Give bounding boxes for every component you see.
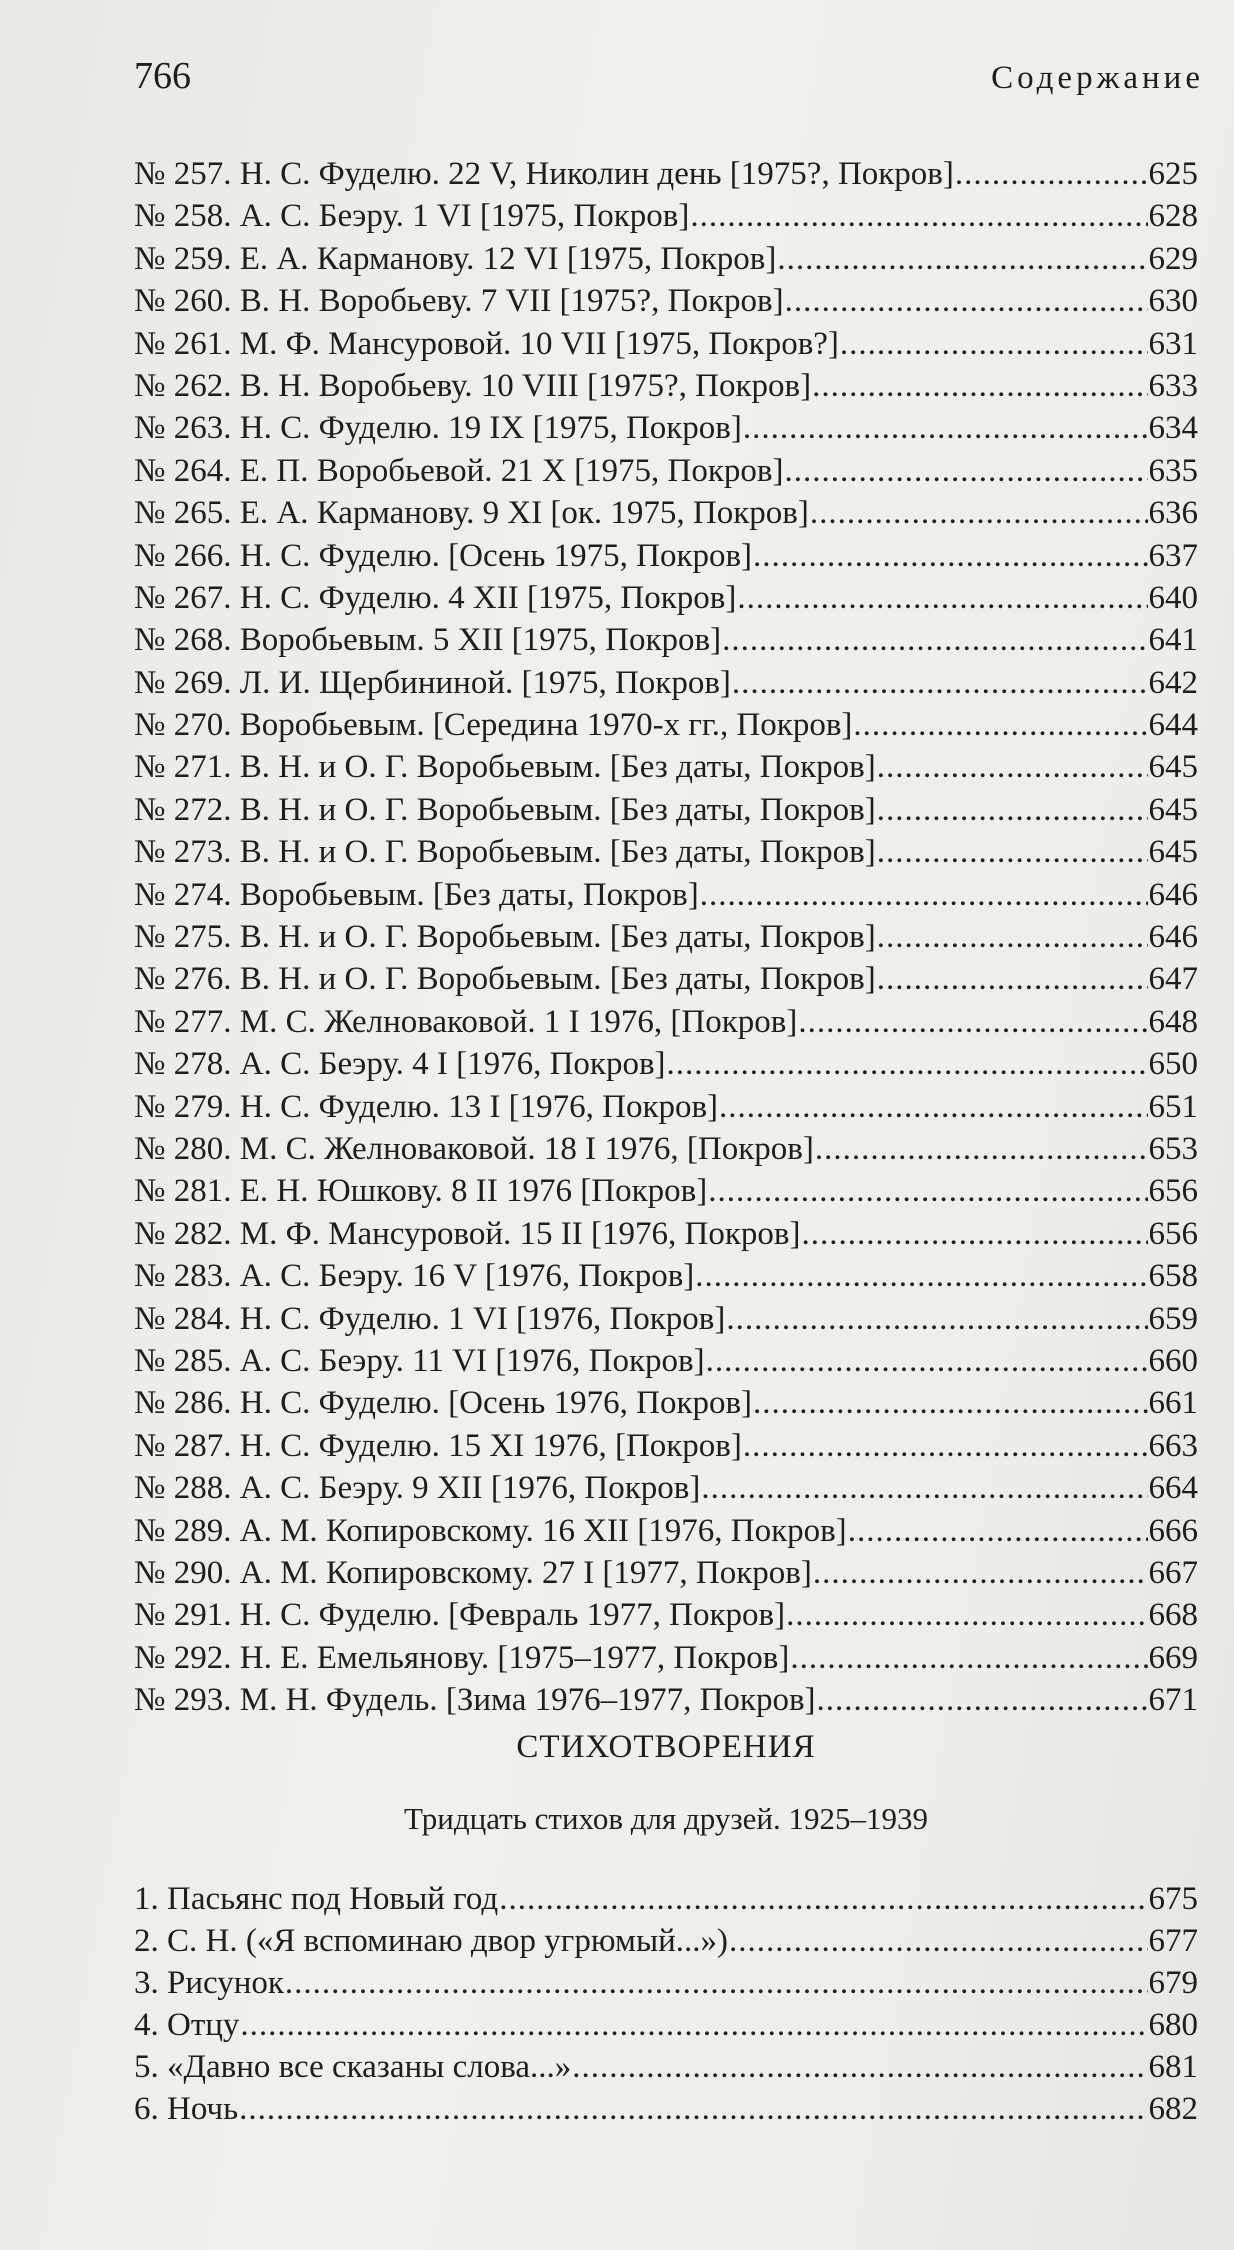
entry-title: № 262. В. Н. Воробьеву. 10 VIII [1975?, Покров] (134, 367, 812, 404)
toc-entry (134, 1920, 1198, 1962)
toc-entry (134, 1340, 1198, 1382)
entry-page-number: 651 (1148, 1088, 1198, 1125)
dot-leader (732, 662, 1148, 704)
dot-leader (667, 1043, 1148, 1085)
dot-leader (285, 1962, 1148, 2004)
toc-entry (134, 1962, 1198, 2004)
toc-entry (134, 153, 1198, 195)
entry-title: № 274. Воробьевым. [Без даты, Покров] (134, 876, 699, 913)
toc-entry (134, 577, 1198, 619)
entry-page-number: 661 (1148, 1385, 1198, 1422)
dot-leader (722, 619, 1147, 661)
dot-leader (743, 407, 1148, 449)
toc-entry (134, 662, 1198, 704)
dot-leader (708, 1170, 1147, 1212)
dot-leader (737, 577, 1147, 619)
toc-entry (134, 1255, 1198, 1297)
dot-leader (798, 1001, 1147, 1043)
entry-page-number: 679 (1148, 1965, 1198, 2001)
dot-leader (840, 323, 1148, 365)
entry-page-number: 656 (1148, 1215, 1198, 1252)
entry-page-number: 645 (1148, 749, 1198, 786)
dot-leader (499, 1878, 1147, 1920)
entry-title: № 264. Е. П. Воробьевой. 21 X [1975, Покров] (134, 452, 784, 489)
toc-entry (134, 1552, 1198, 1594)
toc-entry (134, 1679, 1198, 1721)
entry-page-number: 648 (1148, 1003, 1198, 1040)
entry-title: № 275. В. Н. и О. Г. Воробьевым. [Без даты, Покров] (134, 919, 876, 956)
entry-page-number: 677 (1148, 1923, 1198, 1959)
toc-entry (134, 407, 1198, 449)
entry-page-number: 653 (1148, 1130, 1198, 1167)
entry-title: 3. Рисунок (134, 1965, 284, 2001)
running-head (134, 48, 1204, 104)
dot-leader (753, 1382, 1147, 1424)
letters-toc-list (134, 153, 1198, 1721)
toc-entry (134, 2046, 1198, 2088)
toc-entry (134, 1382, 1198, 1424)
entry-page-number: 631 (1148, 325, 1198, 362)
toc-entry (134, 831, 1198, 873)
entry-page-number: 640 (1148, 579, 1198, 616)
dot-leader (777, 238, 1147, 280)
dot-leader (786, 1594, 1147, 1636)
entry-page-number: 664 (1148, 1470, 1198, 1507)
entry-page-number: 681 (1148, 2049, 1198, 2085)
dot-leader (785, 280, 1148, 322)
dot-leader (706, 1340, 1148, 1382)
page-number: 766 (134, 55, 191, 97)
entry-page-number: 635 (1148, 452, 1198, 489)
dot-leader (877, 916, 1148, 958)
toc-entry (134, 535, 1198, 577)
entry-title: № 281. Е. Н. Юшкову. 8 II 1976 [Покров] (134, 1173, 708, 1210)
entry-title: № 277. М. С. Желноваковой. 1 I 1976, [Покров] (134, 1003, 798, 1040)
entry-page-number: 659 (1148, 1300, 1198, 1337)
entry-title: № 258. А. С. Беэру. 1 VI [1975, Покров] (134, 198, 690, 235)
toc-entry (134, 238, 1198, 280)
entry-title: № 273. В. Н. и О. Г. Воробьевым. [Без даты, Покров] (134, 834, 876, 871)
dot-leader (701, 1467, 1147, 1509)
dot-leader (877, 746, 1148, 788)
dot-leader (729, 1920, 1147, 1962)
dot-leader (790, 1637, 1147, 1679)
toc-entry (134, 2004, 1198, 2046)
subsection-heading: Тридцать стихов для друзей. 1925–1939 (404, 1801, 928, 1836)
entry-title: № 282. М. Ф. Мансуровой. 15 II [1976, Покров] (134, 1215, 801, 1252)
entry-title: № 260. В. Н. Воробьеву. 7 VII [1975?, Покров] (134, 283, 784, 320)
toc-entry (134, 1128, 1198, 1170)
entry-page-number: 625 (1148, 156, 1198, 192)
dot-leader (812, 365, 1147, 407)
dot-leader (785, 450, 1148, 492)
entry-title: № 271. В. Н. и О. Г. Воробьевым. [Без даты, Покров] (134, 749, 876, 786)
toc-entry (134, 323, 1198, 365)
toc-entry (134, 450, 1198, 492)
entry-page-number: 658 (1148, 1258, 1198, 1295)
dot-leader (700, 874, 1148, 916)
entry-title: 5. «Давно все сказаны слова...» (134, 2049, 572, 2085)
entry-page-number: 668 (1148, 1597, 1198, 1634)
entry-title: № 290. А. М. Копировскому. 27 I [1977, Покров] (134, 1554, 812, 1591)
toc-entry (134, 492, 1198, 534)
entry-title: № 276. В. Н. и О. Г. Воробьевым. [Без даты, Покров] (134, 961, 876, 998)
entry-page-number: 630 (1148, 283, 1198, 320)
dot-leader (955, 153, 1148, 195)
entry-page-number: 646 (1148, 876, 1198, 913)
entry-page-number: 669 (1148, 1639, 1198, 1676)
entry-title: № 267. Н. С. Фуделю. 4 XII [1975, Покров] (134, 579, 737, 616)
dot-leader (877, 789, 1148, 831)
entry-page-number: 636 (1148, 495, 1198, 532)
toc-entry (134, 746, 1198, 788)
entry-page-number: 645 (1148, 834, 1198, 871)
entry-page-number: 663 (1148, 1427, 1198, 1464)
toc-entry (134, 1086, 1198, 1128)
toc-entry (134, 1878, 1198, 1920)
toc-entry (134, 1594, 1198, 1636)
dot-leader (815, 1128, 1148, 1170)
toc-entry (134, 1510, 1198, 1552)
entry-title: № 286. Н. С. Фуделю. [Осень 1976, Покров] (134, 1385, 753, 1422)
dot-leader (877, 831, 1148, 873)
entry-title: № 293. М. Н. Фудель. [Зима 1976–1977, Покров] (134, 1682, 816, 1719)
toc-entry (134, 916, 1198, 958)
toc-entry (134, 619, 1198, 661)
dot-leader (810, 492, 1148, 534)
toc-entry (134, 365, 1198, 407)
entry-title: № 259. Е. А. Карманову. 12 VI [1975, Покров] (134, 240, 777, 277)
entry-title: № 269. Л. И. Щербининой. [1975, Покров] (134, 664, 731, 701)
entry-title: № 278. А. С. Беэру. 4 I [1976, Покров] (134, 1046, 666, 1083)
entry-title: № 279. Н. С. Фуделю. 13 I [1976, Покров] (134, 1088, 719, 1125)
dot-leader (817, 1679, 1148, 1721)
entry-title: № 288. А. С. Беэру. 9 XII [1976, Покров] (134, 1470, 701, 1507)
dot-leader (690, 195, 1147, 237)
entry-page-number: 650 (1148, 1046, 1198, 1083)
entry-page-number: 633 (1148, 367, 1198, 404)
entry-title: № 283. А. С. Беэру. 16 V [1976, Покров] (134, 1258, 695, 1295)
entry-page-number: 645 (1148, 791, 1198, 828)
toc-entry (134, 1043, 1198, 1085)
section-heading: СТИХОТВОРЕНИЯ (516, 1729, 816, 1765)
toc-entry (134, 1170, 1198, 1212)
entry-page-number: 644 (1148, 707, 1198, 744)
dot-leader (572, 2046, 1147, 2088)
dot-leader (848, 1510, 1148, 1552)
entry-title: 1. Пасьянс под Новый год (134, 1881, 499, 1917)
toc-entry (134, 1298, 1198, 1340)
entry-title: № 268. Воробьевым. 5 XII [1975, Покров] (134, 622, 722, 659)
entry-page-number: 634 (1148, 410, 1198, 447)
toc-entry (134, 704, 1198, 746)
entry-title: № 265. Е. А. Карманову. 9 XI [ок. 1975, Покров] (134, 495, 809, 532)
toc-entry (134, 874, 1198, 916)
entry-page-number: 641 (1148, 622, 1198, 659)
toc-entry (134, 280, 1198, 322)
dot-leader (877, 958, 1148, 1000)
entry-title: № 263. Н. С. Фуделю. 19 IX [1975, Покров] (134, 410, 742, 447)
dot-leader (719, 1086, 1147, 1128)
entry-title: № 270. Воробьевым. [Середина 1970-х гг., Покров] (134, 707, 853, 744)
entry-page-number: 671 (1148, 1682, 1198, 1719)
entry-page-number: 667 (1148, 1554, 1198, 1591)
entry-title: № 291. Н. С. Фуделю. [Февраль 1977, Покров] (134, 1597, 786, 1634)
dot-leader (853, 704, 1147, 746)
toc-entry (134, 958, 1198, 1000)
toc-entry (134, 1425, 1198, 1467)
entry-page-number: 629 (1148, 240, 1198, 277)
dot-leader (695, 1255, 1147, 1297)
running-title: Содержание (991, 60, 1204, 96)
entry-title: № 280. М. С. Желноваковой. 18 I 1976, [Покров] (134, 1130, 814, 1167)
entry-page-number: 666 (1148, 1512, 1198, 1549)
entry-page-number: 637 (1148, 537, 1198, 574)
entry-page-number: 682 (1148, 2091, 1198, 2127)
dot-leader (240, 2004, 1147, 2046)
entry-title: 2. С. Н. («Я вспоминаю двор угрюмый...») (134, 1923, 729, 1959)
entry-title: № 289. А. М. Копировскому. 16 XII [1976, Покров] (134, 1512, 847, 1549)
entry-title: № 285. А. С. Беэру. 11 VI [1976, Покров] (134, 1342, 705, 1379)
entry-title: № 261. М. Ф. Мансуровой. 10 VII [1975, Покров?] (134, 325, 839, 362)
dot-leader (726, 1298, 1147, 1340)
dot-leader (801, 1213, 1147, 1255)
toc-entry (134, 789, 1198, 831)
poems-toc-list (134, 1878, 1198, 2130)
entry-page-number: 646 (1148, 919, 1198, 956)
toc-entry (134, 1001, 1198, 1043)
entry-page-number: 680 (1148, 2007, 1198, 2043)
entry-page-number: 647 (1148, 961, 1198, 998)
entry-page-number: 628 (1148, 198, 1198, 235)
entry-page-number: 660 (1148, 1342, 1198, 1379)
toc-entry (134, 1637, 1198, 1679)
dot-leader (753, 535, 1147, 577)
toc-entry (134, 1213, 1198, 1255)
entry-title: № 284. Н. С. Фуделю. 1 VI [1976, Покров] (134, 1300, 726, 1337)
entry-title: 4. Отцу (134, 2007, 240, 2043)
dot-leader (743, 1425, 1148, 1467)
entry-title: № 266. Н. С. Фуделю. [Осень 1975, Покров] (134, 537, 753, 574)
entry-title: № 257. Н. С. Фуделю. 22 V, Николин день [1975?, Покров] (134, 156, 954, 192)
entry-page-number: 675 (1148, 1881, 1198, 1917)
entry-page-number: 656 (1148, 1173, 1198, 1210)
entry-title: № 287. Н. С. Фуделю. 15 XI 1976, [Покров] (134, 1427, 742, 1464)
entry-page-number: 642 (1148, 664, 1198, 701)
entry-title: № 292. Н. Е. Емельянову. [1975–1977, Покров] (134, 1639, 790, 1676)
toc-entry (134, 195, 1198, 237)
entry-title: № 272. В. Н. и О. Г. Воробьевым. [Без даты, Покров] (134, 791, 876, 828)
toc-entry (134, 2088, 1198, 2130)
dot-leader (813, 1552, 1148, 1594)
toc-entry (134, 1467, 1198, 1509)
entry-title: 6. Ночь (134, 2091, 239, 2127)
dot-leader (239, 2088, 1147, 2130)
